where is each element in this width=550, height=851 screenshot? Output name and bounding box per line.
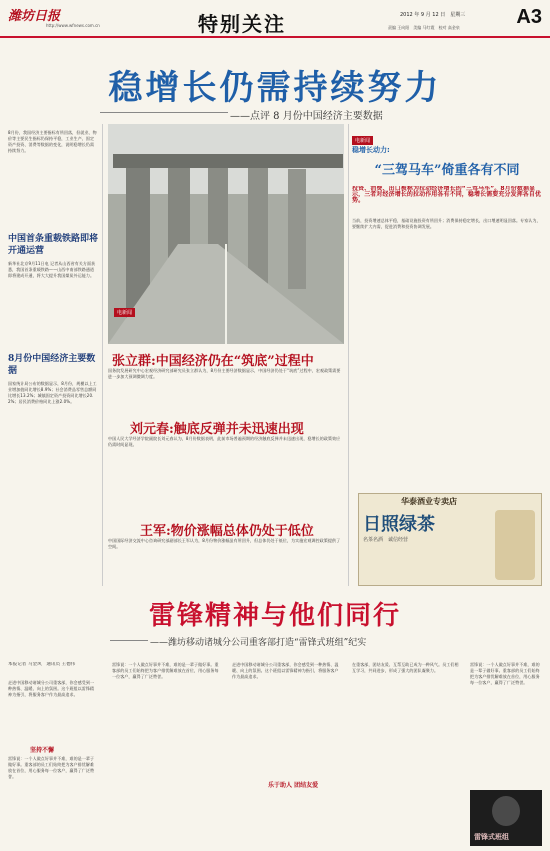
- commentary-text: 当前，投资增速总体平稳，基础设施投资有所回升；消费保持稳定增长，出口增速明显回落。专家认为，要继续扩大内需，促进消费和投资协调发展。: [352, 218, 541, 229]
- bridge-construction-photo: [108, 124, 344, 344]
- bottom-text1: 雷锋说：一个人做点好事并不难，难的是一辈子做好事。重客部的员工们始终把为客户排忧解难放在首位，用心服务每一位客户，赢得了广泛赞誉。: [8, 756, 95, 779]
- railway-text: 新华社北京9月11日电 记者从山西省有关方面获悉，我国首条重载铁路——山西中南部铁路通道即将建成开通，将大大提升我国煤炭外运能力。: [8, 261, 96, 278]
- commentary-column: [352, 145, 542, 468]
- subhead-rule: [100, 112, 228, 113]
- quote1-headline: 张立群:中国经济仍在“筑底”过程中: [112, 354, 314, 369]
- ad-product-image: [495, 510, 535, 580]
- bottom-text-col2: 雷锋说：一个人做点好事并不难，难的是一辈子做好事。重客部的员工们始终把为客户排忧解难放在首位，用心服务每一位客户，赢得了广泛赞誉。: [112, 662, 219, 679]
- ad-store-name: 华泰酒业专卖店: [401, 497, 457, 506]
- commentary-tag-label: 电新闻: [352, 136, 373, 145]
- quote1-text: 国务院发展研究中心宏观经济研究部研究员张立群认为，8月份主要经济数据显示，中国经济仍处于“筑底”过程中，宏观政策需要进一步加大预调微调力度。: [108, 368, 341, 379]
- leifeng-photo: [470, 790, 542, 846]
- commentary-tag: [352, 127, 373, 146]
- bottom-text-col5: 雷锋说：一个人做点好事并不难，难的是一辈子做好事。重客部的员工们始终把为客户排忧解难放在首位，用心服务每一位客户，赢得了广泛赞誉。: [470, 662, 540, 685]
- commentary-lead: 投资、消费、出口被称为拉动经济增长的“三驾马车”。8月份数据显示，三者对经济增长的拉动作用各有不同，稳增长需要充分发挥各自优势。: [352, 186, 542, 204]
- photo-tag: 电新闻: [114, 308, 135, 317]
- intro-text: 8月份，我国经济主要指标有所回落，但就业、物价等主要民生指标仍保持平稳，工业生产、固定资产投资、消费等数据的变化，说明稳增长仍需持续努力。: [8, 130, 97, 153]
- quote3-text: 中国国际经济交流中心咨询研究部副部长王军认为，8月份物价涨幅虽有所回升，但总体仍处于低位，为实施宏观调控政策提供了空间。: [108, 538, 341, 549]
- advertisement[interactable]: [358, 493, 542, 586]
- column-rule: [348, 124, 349, 586]
- quote2-headline: 刘元春:触底反弹并未迅速出现: [130, 422, 304, 437]
- editors-line: 责编 王向阳 美编 马红霞 校对 高金泉: [388, 25, 460, 30]
- bottom-subhead: ——潍坊移动诸城分公司重客部打造“雷锋式班组”纪实: [150, 638, 367, 648]
- main-headline: 稳增长仍需持续努力: [108, 68, 442, 108]
- bottom-section2: 乐于助人 团结友爱: [268, 782, 319, 789]
- newspaper-logo: 潍坊日报: [8, 9, 61, 24]
- quote2-text: 中国人民大学经济学院副院长刘元春认为，8月份数据表明，此前市场普遍预期的经济触底反弹并未迅速出现，稳增长的政策效应仍需时间显现。: [108, 436, 341, 447]
- quote3-headline: 王军:物价涨幅总体仍处于低位: [140, 524, 314, 539]
- bottom-lead: 走进中国移动诸城分公司重客部，你会感受到一种热情、温暖、向上的氛围。这个班组以雷锋精神为指引，将服务客户作为最高追求。: [8, 680, 95, 697]
- section-title: 特别关注: [198, 12, 286, 36]
- bottom-text2: 在重客部，团结友爱、互帮互助已成为一种风气。员工们相互学习，共同进步，形成了强大的团队凝聚力。: [352, 662, 459, 673]
- website-url[interactable]: http://www.wfnews.com.cn: [46, 23, 100, 28]
- left-column: [8, 130, 98, 531]
- ad-brand: 日照绿茶: [363, 514, 435, 535]
- bottom-text-col3: 走进中国移动诸城分公司重客部，你会感受到一种热情、温暖、向上的氛围。这个班组以雷锋精神为指引，将服务客户作为最高追求。: [232, 662, 339, 679]
- portrait-silhouette: [492, 796, 520, 826]
- bottom-headline: 雷锋精神与他们同行: [148, 601, 401, 631]
- left-headline-data: 8月份中国经济主要数据: [8, 354, 96, 376]
- issue-date: 2012 年 9 月 12 日 星期三: [400, 12, 466, 18]
- commentary-label: 稳增长动力:: [352, 146, 390, 154]
- bottom-section1: 坚持不懈: [30, 747, 55, 754]
- left-headline-railway: 中国首条重载铁路即将开通运营: [8, 234, 99, 256]
- data-text: 国家统计局公布的数据显示，8月份，规模以上工业增加值同比增长8.9%；社会消费品零售总额同比增长13.2%；城镇固定资产投资同比增长20.2%；居民消费价格同比上涨2.0%。: [8, 381, 97, 404]
- bottom-subhead-rule: [110, 640, 148, 641]
- main-subhead: ——点评 8 月份中国经济主要数据: [230, 111, 383, 122]
- ad-line: 名茶名酒 诚信经营: [363, 537, 409, 543]
- bridge-photo-art: [108, 124, 344, 344]
- column-rule: [102, 124, 103, 586]
- page-number: A3: [516, 6, 542, 28]
- commentary-title: “三驾马车”倚重各有不同: [374, 163, 520, 178]
- bottom-byline: 本报记者 马金风 通讯员 王德伟: [8, 662, 76, 667]
- masthead: [0, 0, 550, 38]
- leifeng-photo-label: 雷锋式班组: [474, 833, 509, 841]
